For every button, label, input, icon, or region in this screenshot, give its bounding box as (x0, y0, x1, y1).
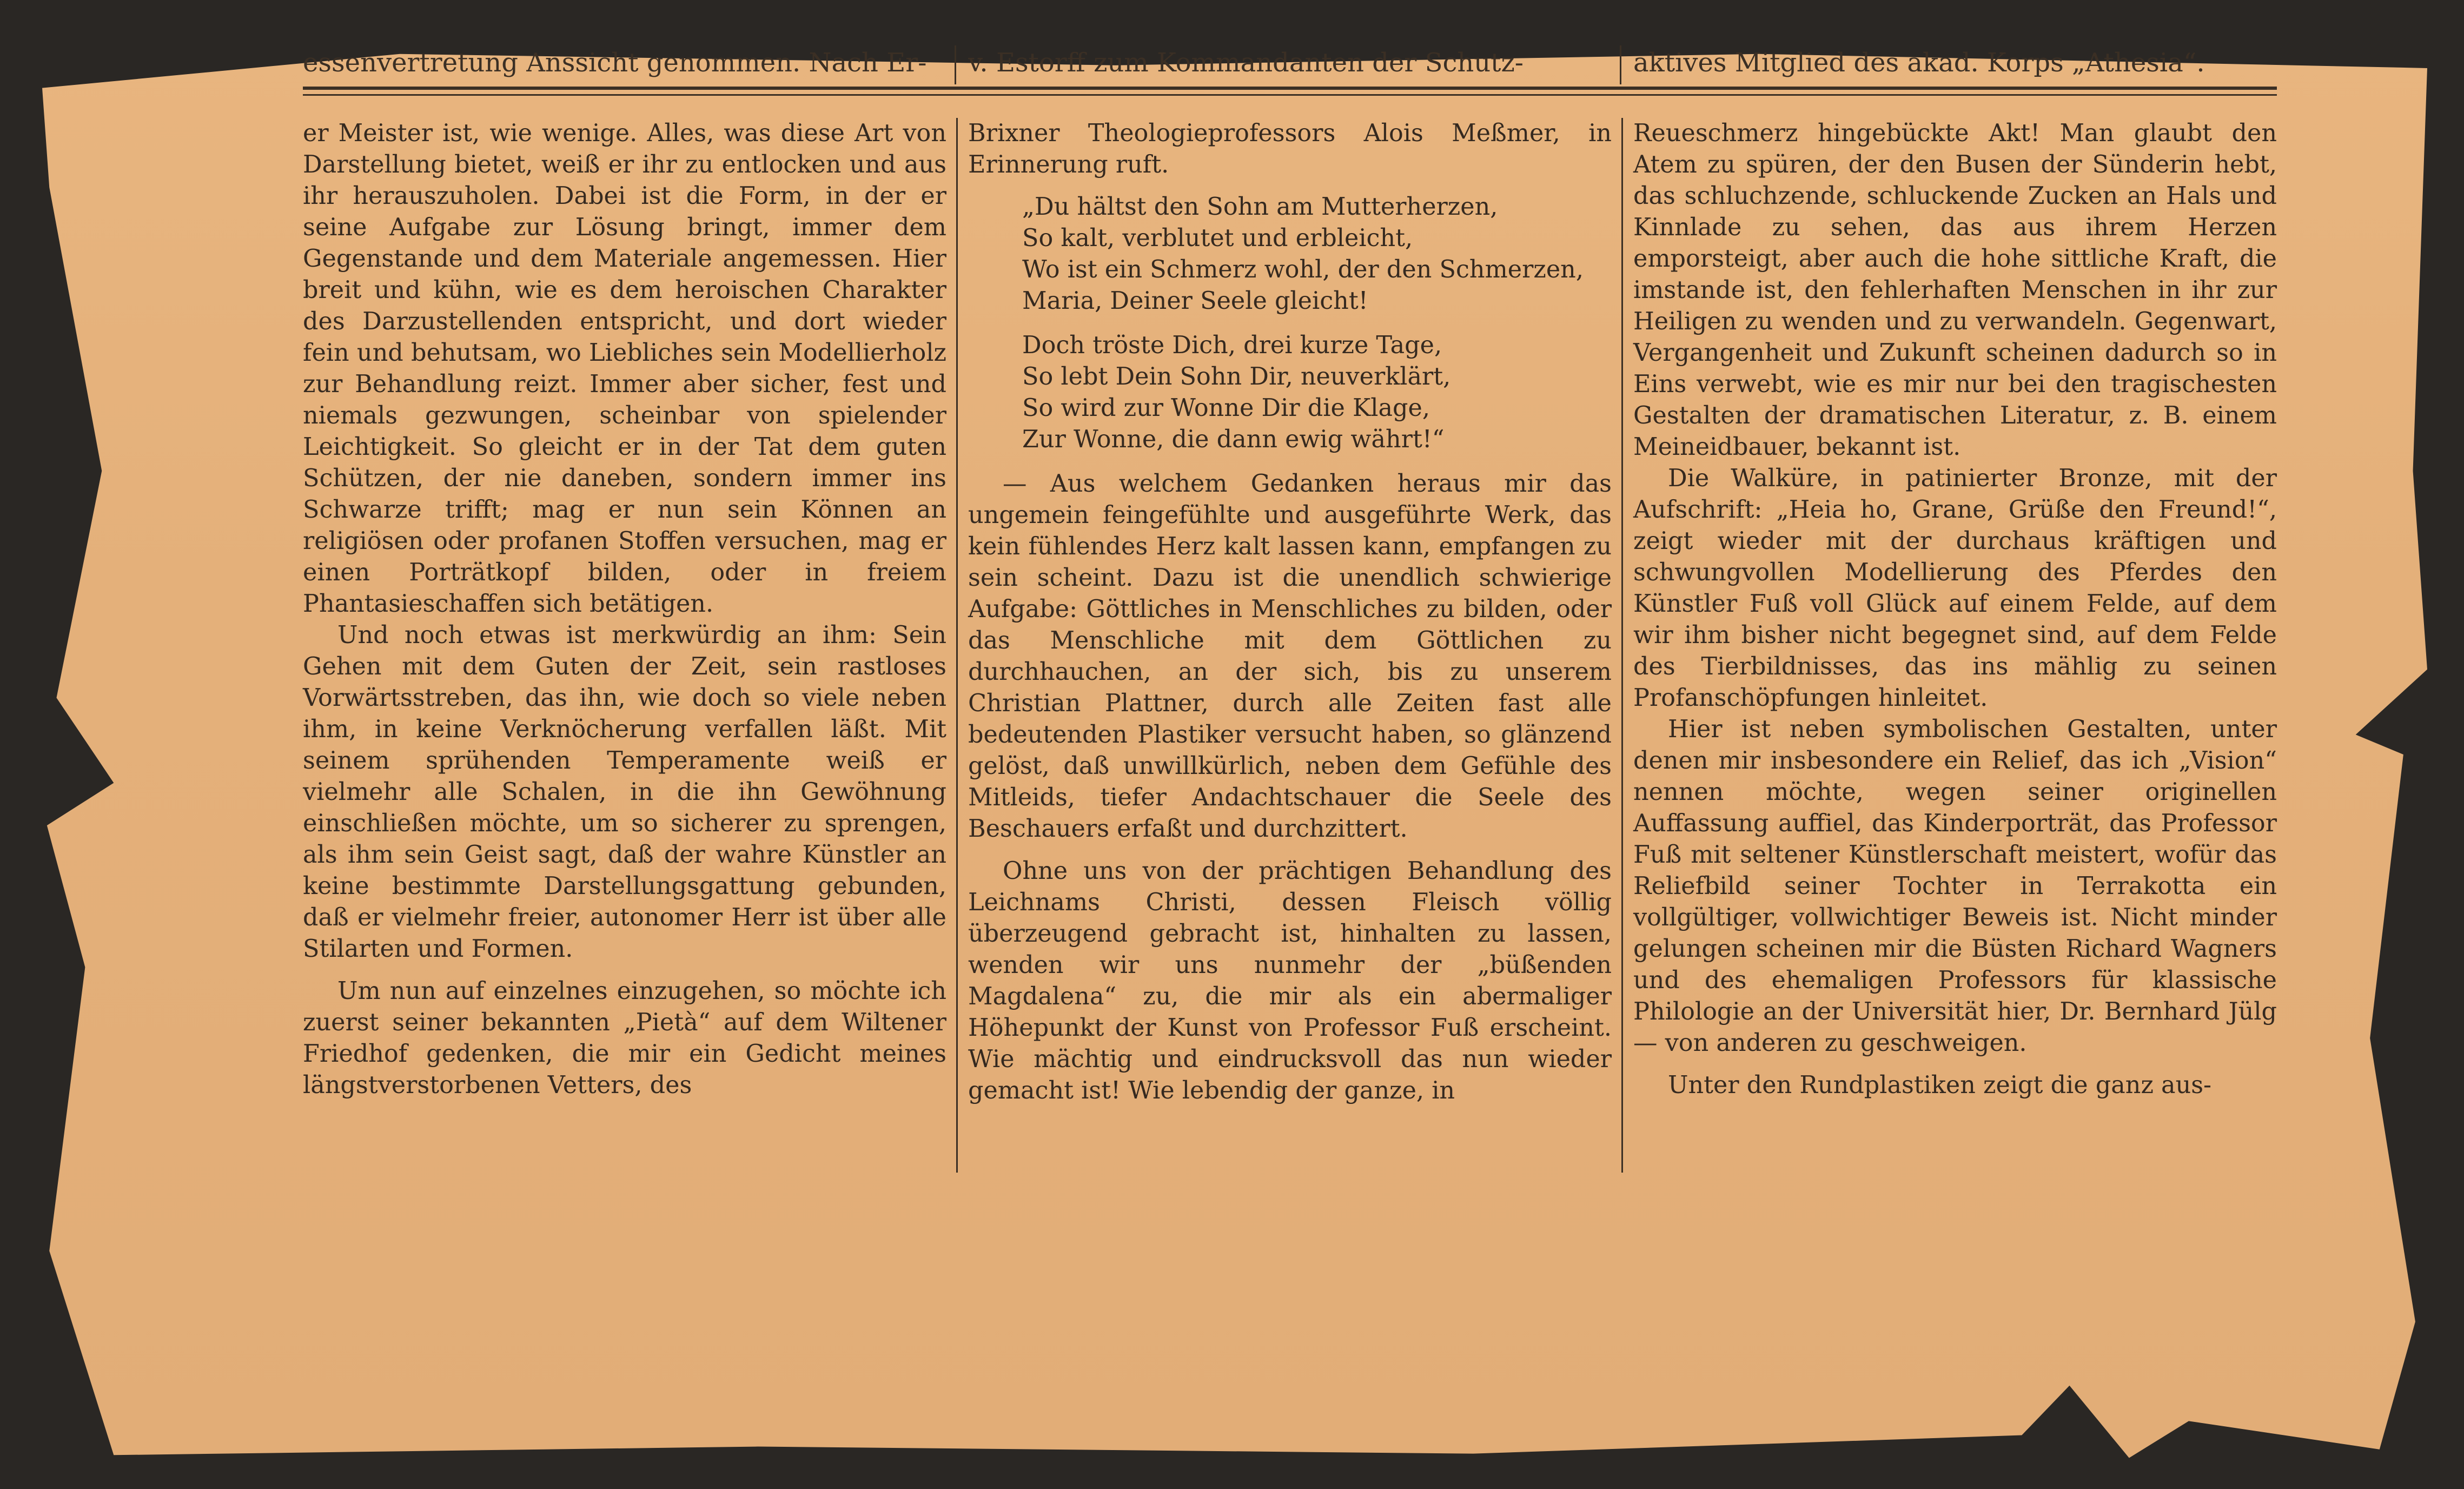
poem-line: Wo ist ein Schmerz wohl, der den Schmerzen, (1022, 256, 1584, 283)
poem-line: Maria, Deiner Seele gleicht! (1022, 287, 1368, 315)
paragraph: er Meister ist, wie wenige. Alles, was diese Art von Darstellung bietet, weiß er ihr zu entlocken und aus ihr herauszuholen. Dabei ist die Form, in der er seine Aufgabe zur Lösung bringt, immer dem Gegenstande und dem Materiale angemessen. Hier breit und kühn, wie es dem heroischen Charakter des Darzustellenden entspricht, und dort wieder fein und behutsam, wo Liebliches sein Modellierholz zur Behandlung reizt. Immer aber sicher, fest und niemals gezwungen, scheinbar von spielender Leichtigkeit. So gleicht er in der Tat dem guten Schützen, der nie daneben, sondern immer ins Schwarze trifft; mag er nun sein Können an religiösen oder profanen Stoffen versuchen, mag er einen Porträtkopf bilden, oder in freiem Phantasieschaffen sich betätigen. (303, 120, 946, 618)
paragraph: Und noch etwas ist merkwürdig an ihm: Sein Gehen mit dem Guten der Zeit, sein rastloses Vorwärtsstreben, das ihn, wie doch so viele neben ihm, in keine Verknöcherung verfallen läßt. Mit seinem sprühenden Temperamente weiß er vielmehr alle Schalen, in die ihn Gewöhnung einschließen möchte, um so sicherer zu sprengen, als ihm sein Geist sagt, daß der wahre Künstler an keine bestimmte Darstellungsgattung gebunden, daß er vielmehr freier, autonomer Herr ist über alle Stilarten und Formen. (303, 621, 946, 963)
column-divider (1621, 118, 1623, 1173)
poem-line: So kalt, verblutet und erbleicht, (1022, 224, 1413, 252)
paragraph: Die Walküre, in patinierter Bronze, mit der Aufschrift: „Heia ho, Grane, Grüße den Freund!“, zeigt wieder mit der durchaus kräftigen und schwungvollen Modellierung des Pferdes den Künstler Fuß voll Glück auf einem Felde, auf dem wir ihm bisher nicht begegnet sind, auf dem Felde des Tierbildnisses, das ins mählig zu seinen Profanschöpfungen hinleitet. (1633, 465, 2277, 712)
paragraph: Um nun auf einzelnes einzugehen, so möchte ich zuerst seiner bekannten „Pietà“ auf dem Wiltener Friedhof gedenken, die mir ein Gedicht meines längstverstorbenen Vetters, des (303, 977, 946, 1099)
poem-line: Doch tröste Dich, drei kurze Tage, (1022, 332, 1442, 359)
paragraph: Unter den Rundplastiken zeigt die ganz aus- (1668, 1071, 2212, 1099)
top-strip-middle: v. Estorff zum Kommandanten der Schutz- (968, 48, 1524, 78)
top-strip-divider (955, 45, 956, 84)
column-3 (1633, 118, 2277, 1101)
paragraph: Brixner Theologieprofessors Alois Meßmer, in Erinnerung ruft. (968, 120, 1612, 178)
poem-line: Zur Wonne, die dann ewig währt!“ (1022, 426, 1445, 453)
column-divider (956, 118, 958, 1173)
paragraph: — Aus welchem Gedanken heraus mir das ungemein feingefühlte und ausgeführte Werk, das kein fühlendes Herz kalt lassen kann, empfangen zu sein scheint. Dazu ist die unendlich schwierige Aufgabe: Göttliches in Menschliches zu bilden, oder das Menschliche mit dem Göttlichen zu durchhauchen, an der sich, bis zu unserem Christian Plattner, durch alle Zeiten fast alle bedeutenden Plastiker versucht haben, so glänzend gelöst, daß unwillkürlich, neben dem Gefühle des Mitleids, tiefer Andachtschauer die Seele des Beschauers erfaßt und durchzittert. (968, 470, 1612, 843)
header-rule (303, 87, 2277, 90)
top-strip-left: essenvertretung Anssicht genommen. Nach Er- (303, 48, 927, 78)
poem-line: So lebt Dein Sohn Dir, neuverklärt, (1022, 363, 1451, 391)
poem-line: „Du hältst den Sohn am Mutterherzen, (1022, 193, 1498, 221)
paragraph: Hier ist neben symbolischen Gestalten, unter denen mir insbesondere ein Relief, das ich „Vision“ nennen möchte, wegen seiner originellen Auffassung auffiel, das Kinderporträt, das Professor Fuß mit seltener Künstlerschaft meistert, wofür das Reliefbild seiner Tochter in Terrakotta ein vollgültiger, vollwichtiger Beweis ist. Nicht minder gelungen scheinen mir die Büsten Richard Wagners und des ehemaligen Professors für klassische Philologie an der Universität hier, Dr. Bernhard Jülg — von anderen zu geschweigen. (1633, 716, 2277, 1057)
column-2 (968, 118, 1612, 1107)
poem-line: So wird zur Wonne Dir die Klage, (1022, 394, 1430, 422)
top-strip-divider (1620, 45, 1621, 84)
header-rule-thin (303, 94, 2277, 96)
poem-stanza (1022, 191, 1612, 317)
top-strip-right: aktives Mitglied des akad. Korps „Athesia“. (1633, 48, 2205, 78)
column-1 (303, 118, 946, 1101)
top-strip (303, 45, 2277, 84)
poem (1022, 191, 1612, 455)
poem-stanza (1022, 330, 1612, 455)
paragraph: Ohne uns von der prächtigen Behandlung des Leichnams Christi, dessen Fleisch völlig überzeugend gebracht ist, hinhalten zu lassen, wenden wir uns nunmehr der „büßenden Magdalena“ zu, die mir als ein abermaliger Höhepunkt der Kunst von Professor Fuß erscheint. Wie mächtig und eindrucksvoll das nun wieder gemacht ist! Wie lebendig der ganze, in (968, 857, 1612, 1104)
paragraph: Reueschmerz hingebückte Akt! Man glaubt den Atem zu spüren, der den Busen der Sünderin hebt, das schluchzende, schluckende Zucken an Hals und Kinnlade zu sehen, das aus ihrem Herzen emporsteigt, aber auch die hohe sittliche Kraft, die imstande ist, den fehlerhaften Menschen in ihr zur Heiligen zu wenden und zu verwandeln. Gegenwart, Vergangenheit und Zukunft scheinen dadurch so in Eins verwebt, wie es mir nur bei den tragischesten Gestalten der dramatischen Literatur, z. B. einem Meineidbauer, bekannt ist. (1633, 120, 2277, 461)
